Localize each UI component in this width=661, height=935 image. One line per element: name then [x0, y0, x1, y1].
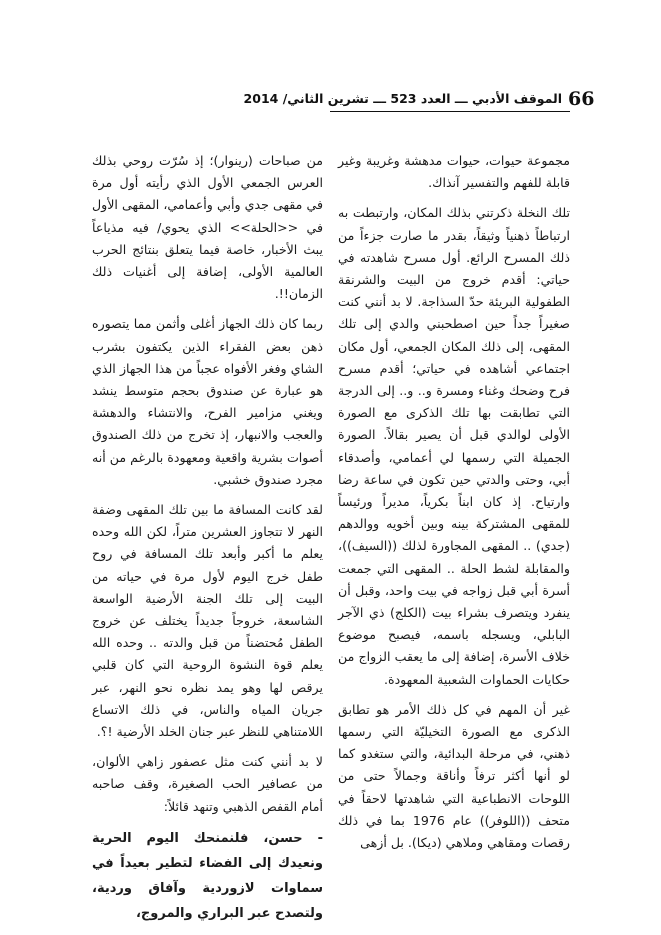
paragraph: ربما كان ذلك الجهاز أغلى وأثمن مما يتصوره ذهن بعض الفقراء الذين يكتفون بشرب الشاي وفغر الأفواه عجباً من هذا الجهاز الذي هو عبارة عن صندوق بحجم متوسط ينشد ويغني مزامير الفرح، والانتشاء والدهشة والعجب والانبهار، إذ تخرج من ذلك الصندوق أصوات بشرية واقعية ومعهودة بالرغم من أنه مجرد صندوق خشبي. — [92, 316, 323, 487]
page-number: 66 — [568, 88, 595, 110]
header-rule — [330, 111, 570, 112]
paragraph: من صباحات (رينوار)؛ إذ سُرّت روحي بذلك العرس الجمعي الأول الذي رأيته أول مرة في مقهى جدي وأبي وأعمامي، المقهى الأول في <<الحلة>> الذي يحوي/ فيه مذياعاً يبث الأخبار، خاصة فيما يتعلق بنتائج الحرب العالمية الأولى، إضافة إلى أغنيات ذلك الزمان!!. — [92, 153, 323, 302]
dialog-paragraph: - حسن، فلنمنحك اليوم الحرية ونعيدك إلى الفضاء لتطير بعيداً في سماوات لازوردية وآفاق وردية، ولتصدح عبر البراري والمروج، — [92, 830, 323, 921]
paragraph: لا بد أنني كنت مثل عصفور زاهي الألوان، من عصافير الحب الصغيرة، وقف صاحبه أمام القفص الذهبي وتنهد قائلاً: — [92, 754, 323, 814]
page-header — [0, 0, 661, 120]
right-column — [338, 150, 570, 862]
paragraph: مجموعة حيوات، حيوات مدهشة وغريبة وغير قابلة للفهم والتفسير آنذاك. — [338, 153, 570, 191]
left-column — [92, 150, 323, 934]
running-title: الموقف الأدبي ـــ العدد 523 ـــ تشرين الثاني/ 2014 — [243, 91, 562, 106]
paragraph: لقد كانت المسافة ما بين تلك المقهى وضفة النهر لا تتجاوز العشرين متراً، لكن الله وحده يعلم ما أكبر وأبعد تلك المسافة في روح طفل خرج اليوم لأول مرة في حياته من البيت إلى تلك الجنة الأرضية الواسعة الشاسعة، خروجاً جديداً يختلف عن خروج الطفل مُحتضناً من قبل والدته .. وحده الله يعلم قوة النشوة الروحية التي كان قلبي يرقص لها وهو يمد نظره نحو النهر، عبر جريان المياه والناس، في ذلك الاتساع اللامتناهي للنظر عبر جنان الخلد الأرضية !؟. — [92, 502, 323, 740]
paragraph: غير أن المهم في كل ذلك الأمر هو تطابق الذكرى مع الصورة التخيليّة التي رسمها ذهني، في مرحلة البدائية، والتي ستغدو كما لو أنها أكثر ترفاً وأناقة وجمالاً حتى من اللوحات الانطباعية التي شاهدتها لاحقاً في متحف ((اللوفر)) عام 1976 بما في ذلك رقصات ومقاهي وملاهي (ديكا). بل أزهى — [338, 701, 570, 851]
paragraph: تلك النخلة ذكرتني بذلك المكان، وارتبطت به ارتباطاً ذهنياً وثيقاً، بقدر ما صارت جزءاً من ذلك المسرح الرائع. أول مسرح شاهدته في حياتي: أقدم خروج من البيت والشرنقة الطفولية البريئة حدّ السذاجة. لا بد أنني كنت صغيراً جداً حين اصطحبني والدي إلى تلك المقهى، إلى ذلك المكان الجمعي، أول مكان اجتماعي أشاهده في حياتي؛ أقدم مسرح فرح وضحك وغناء ومسرة و.. و.. إلى الدرجة التي تطابقت بها تلك الذكرى مع الصورة الأولى لوالدي قبل أن يصير بقالاً. الصورة الجميلة التي رسمها لي أعمامي، وأصدقاء أبي، وحتى والدتي حين تكون في ساعة رضا وارتياح. إذ كان ابناً بكرياً، مديراً ورئيساً للمقهى المشتركة بينه وبين أخويه ووالدهم (جدي) .. المقهى المجاورة لذلك ((السيف))، والمقابلة لشط الحلة .. المقهى التي جمعت أسرة أبي قبل زواجه في بيت واحد، وقبل أن ينفرد ويتصرف بشراء بيت (الكلج) ذي الآجر البابلي، ويسجله باسمه، فيصبح موضوع خلاف الأسرة، إضافة إلى ما يعقب الزواج من حكايات الحماوات الشعبية المعهودة. — [338, 205, 570, 687]
